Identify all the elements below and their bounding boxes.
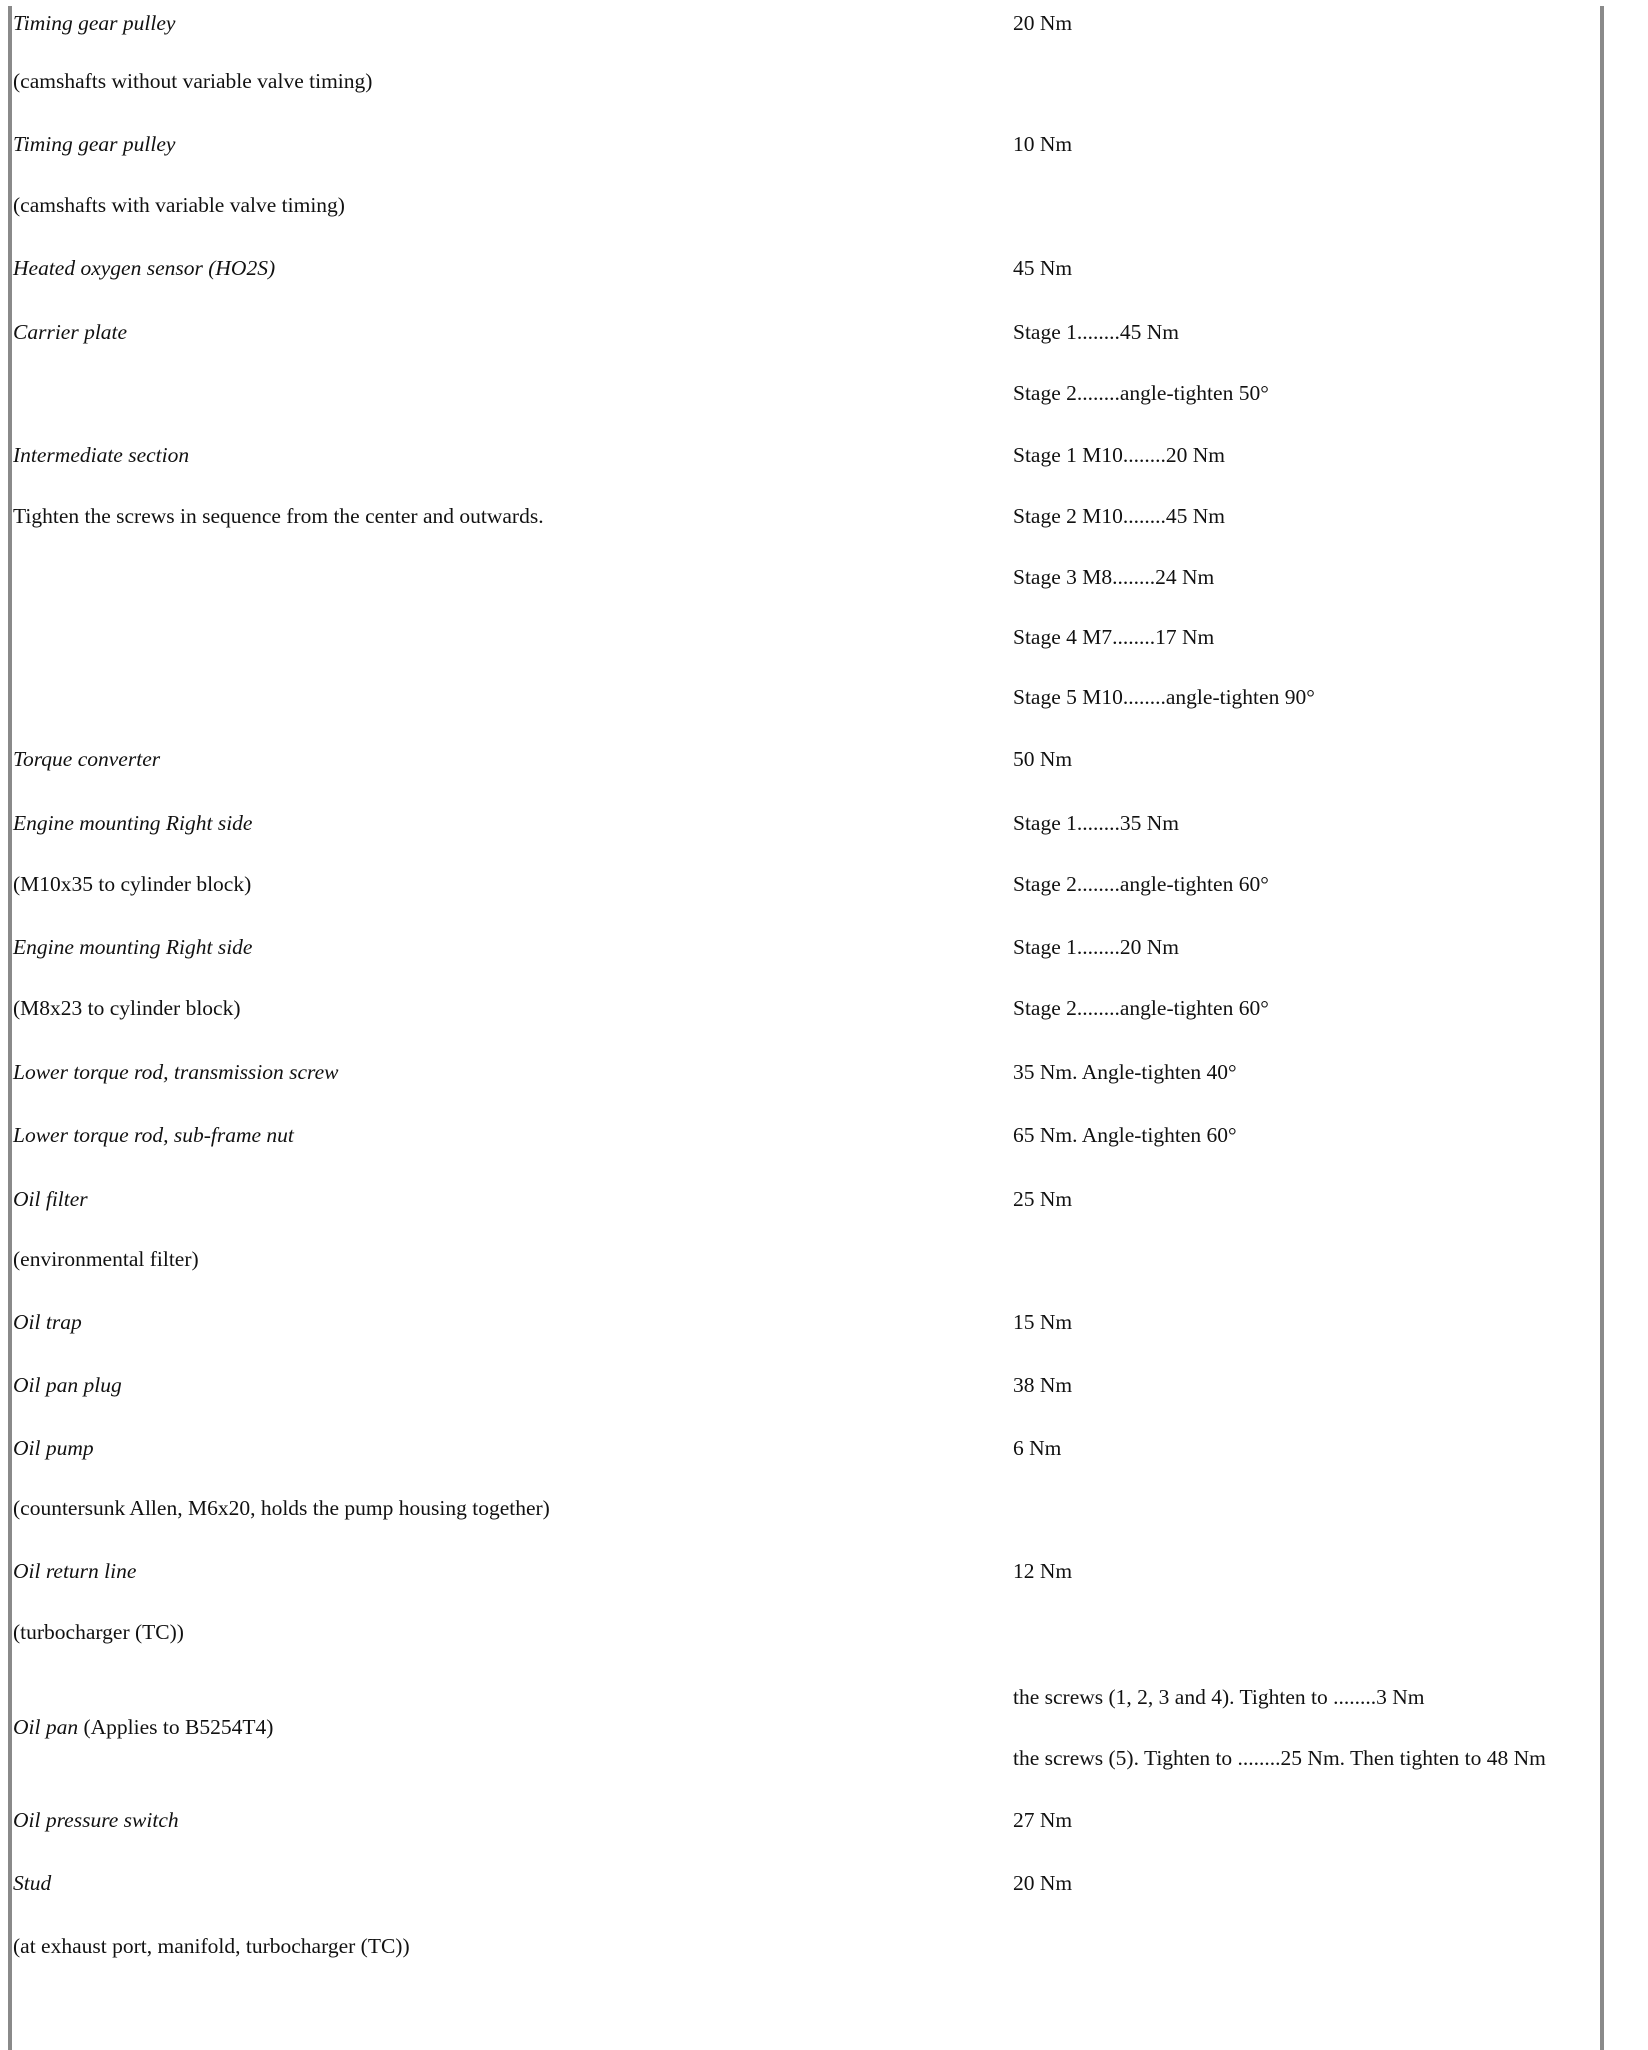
component-label bbox=[13, 1120, 294, 1150]
torque-value: 25 Nm bbox=[1013, 1187, 1073, 1211]
torque-value: Stage 5 M10........angle-tighten 90° bbox=[1013, 685, 1315, 709]
torque-value: Stage 3 M8........24 Nm bbox=[1013, 565, 1215, 589]
spec-row bbox=[0, 869, 1648, 899]
spec-row bbox=[0, 1931, 1648, 1961]
spec-row bbox=[0, 1805, 1648, 1835]
component-name: Heated oxygen sensor (HO2S) bbox=[13, 256, 276, 280]
component-name: Oil pan plug bbox=[13, 1373, 122, 1397]
spec-row bbox=[0, 1868, 1648, 1898]
component-name: Lower torque rod, transmission screw bbox=[13, 1060, 339, 1084]
spec-row bbox=[0, 1712, 1648, 1742]
torque-value: 27 Nm bbox=[1013, 1808, 1073, 1832]
component-label bbox=[13, 190, 345, 220]
component-label bbox=[13, 744, 160, 774]
spec-row bbox=[0, 1184, 1648, 1214]
component-label bbox=[13, 8, 175, 38]
torque-value: 50 Nm bbox=[1013, 747, 1073, 771]
torque-value: 38 Nm bbox=[1013, 1373, 1073, 1397]
component-label bbox=[13, 1057, 339, 1087]
component-label bbox=[13, 1868, 51, 1898]
component-label bbox=[13, 253, 275, 283]
torque-value: 45 Nm bbox=[1013, 256, 1073, 280]
spec-row bbox=[0, 1433, 1648, 1463]
torque-value: 20 Nm bbox=[1013, 1871, 1073, 1895]
torque-value: Stage 1 M10........20 Nm bbox=[1013, 443, 1226, 467]
component-name: Oil return line bbox=[13, 1559, 137, 1583]
spec-row bbox=[0, 317, 1648, 347]
spec-row bbox=[0, 1556, 1648, 1586]
component-name: Lower torque rod, sub-frame nut bbox=[13, 1123, 294, 1147]
component-name: (turbocharger (TC)) bbox=[13, 1620, 184, 1644]
component-label bbox=[13, 869, 251, 899]
spec-row bbox=[0, 1493, 1648, 1523]
torque-value: 12 Nm bbox=[1013, 1559, 1073, 1583]
component-label bbox=[13, 1493, 550, 1523]
component-label bbox=[13, 808, 252, 838]
torque-value: the screws (5). Tighten to ........25 Nm. Then tighten to 48 Nm bbox=[1013, 1746, 1546, 1770]
component-name: (at exhaust port, manifold, turbocharger (TC)) bbox=[13, 1934, 410, 1958]
component-name: (M8x23 to cylinder block) bbox=[13, 996, 241, 1020]
component-label bbox=[13, 1712, 273, 1742]
spec-row bbox=[0, 66, 1648, 96]
component-label bbox=[13, 66, 372, 96]
spec-row bbox=[0, 8, 1648, 38]
component-name: (M10x35 to cylinder block) bbox=[13, 872, 252, 896]
component-label bbox=[13, 1617, 184, 1647]
component-label bbox=[13, 1307, 82, 1337]
component-label bbox=[13, 440, 189, 470]
spec-row bbox=[0, 1120, 1648, 1150]
spec-row bbox=[0, 808, 1648, 838]
spec-row bbox=[0, 622, 1648, 652]
component-label bbox=[13, 1556, 136, 1586]
torque-value: 20 Nm bbox=[1013, 11, 1073, 35]
spec-row bbox=[0, 1617, 1648, 1647]
spec-row bbox=[0, 1370, 1648, 1400]
spec-row bbox=[0, 129, 1648, 159]
component-name: (environmental filter) bbox=[13, 1247, 199, 1271]
spec-row bbox=[0, 744, 1648, 774]
component-label bbox=[13, 993, 241, 1023]
torque-value: Stage 4 M7........17 Nm bbox=[1013, 625, 1215, 649]
component-name: (camshafts without variable valve timing) bbox=[13, 69, 373, 93]
component-name: Engine mounting Right side bbox=[13, 935, 253, 959]
spec-row bbox=[0, 378, 1648, 408]
torque-value: Stage 2 M10........45 Nm bbox=[1013, 504, 1226, 528]
torque-value: 6 Nm bbox=[1013, 1436, 1062, 1460]
component-name: Timing gear pulley bbox=[13, 11, 176, 35]
torque-value: 35 Nm. Angle-tighten 40° bbox=[1013, 1060, 1237, 1084]
torque-value: 65 Nm. Angle-tighten 60° bbox=[1013, 1123, 1237, 1147]
component-label bbox=[13, 1805, 179, 1835]
component-label bbox=[13, 932, 252, 962]
spec-row bbox=[0, 1244, 1648, 1274]
torque-value: the screws (1, 2, 3 and 4). Tighten to ........3 Nm bbox=[1013, 1685, 1425, 1709]
spec-row bbox=[0, 190, 1648, 220]
component-label bbox=[13, 1370, 122, 1400]
component-name: (camshafts with variable valve timing) bbox=[13, 193, 345, 217]
torque-value: Stage 1........45 Nm bbox=[1013, 320, 1180, 344]
torque-value: 10 Nm bbox=[1013, 132, 1073, 156]
torque-value: 15 Nm bbox=[1013, 1310, 1073, 1334]
component-name: Timing gear pulley bbox=[13, 132, 176, 156]
component-name: Oil pressure switch bbox=[13, 1808, 179, 1832]
spec-row bbox=[0, 440, 1648, 470]
spec-row bbox=[0, 253, 1648, 283]
component-name: Oil pump bbox=[13, 1436, 94, 1460]
component-name: Oil trap bbox=[13, 1310, 82, 1334]
component-label bbox=[13, 317, 127, 347]
component-name: (countersunk Allen, M6x20, holds the pump housing together) bbox=[13, 1496, 550, 1520]
component-name: Oil filter bbox=[13, 1187, 88, 1211]
spec-row bbox=[0, 562, 1648, 592]
torque-value: Stage 2........angle-tighten 60° bbox=[1013, 872, 1269, 896]
component-name: Intermediate section bbox=[13, 443, 190, 467]
spec-row bbox=[0, 682, 1648, 712]
spec-row bbox=[0, 501, 1648, 531]
spec-row bbox=[0, 1682, 1648, 1712]
component-name: Carrier plate bbox=[13, 320, 128, 344]
spec-row bbox=[0, 1307, 1648, 1337]
component-label bbox=[13, 1244, 199, 1274]
spec-row bbox=[0, 1743, 1648, 1773]
component-name: Stud bbox=[13, 1871, 52, 1895]
torque-value: Stage 2........angle-tighten 60° bbox=[1013, 996, 1269, 1020]
component-label bbox=[13, 129, 175, 159]
torque-value: Stage 1........35 Nm bbox=[1013, 811, 1180, 835]
spec-row bbox=[0, 993, 1648, 1023]
component-label bbox=[13, 1931, 410, 1961]
torque-value: Stage 2........angle-tighten 50° bbox=[1013, 381, 1269, 405]
component-label bbox=[13, 501, 544, 531]
torque-value: Stage 1........20 Nm bbox=[1013, 935, 1180, 959]
component-name: Tighten the screws in sequence from the center and outwards. bbox=[13, 504, 544, 528]
component-name: Engine mounting Right side bbox=[13, 811, 253, 835]
component-note: (Applies to B5254T4) bbox=[78, 1715, 274, 1739]
component-name: Torque converter bbox=[13, 747, 161, 771]
component-label bbox=[13, 1433, 94, 1463]
spec-row bbox=[0, 932, 1648, 962]
component-name: Oil pan bbox=[13, 1715, 79, 1739]
spec-row bbox=[0, 1057, 1648, 1087]
component-label bbox=[13, 1184, 88, 1214]
